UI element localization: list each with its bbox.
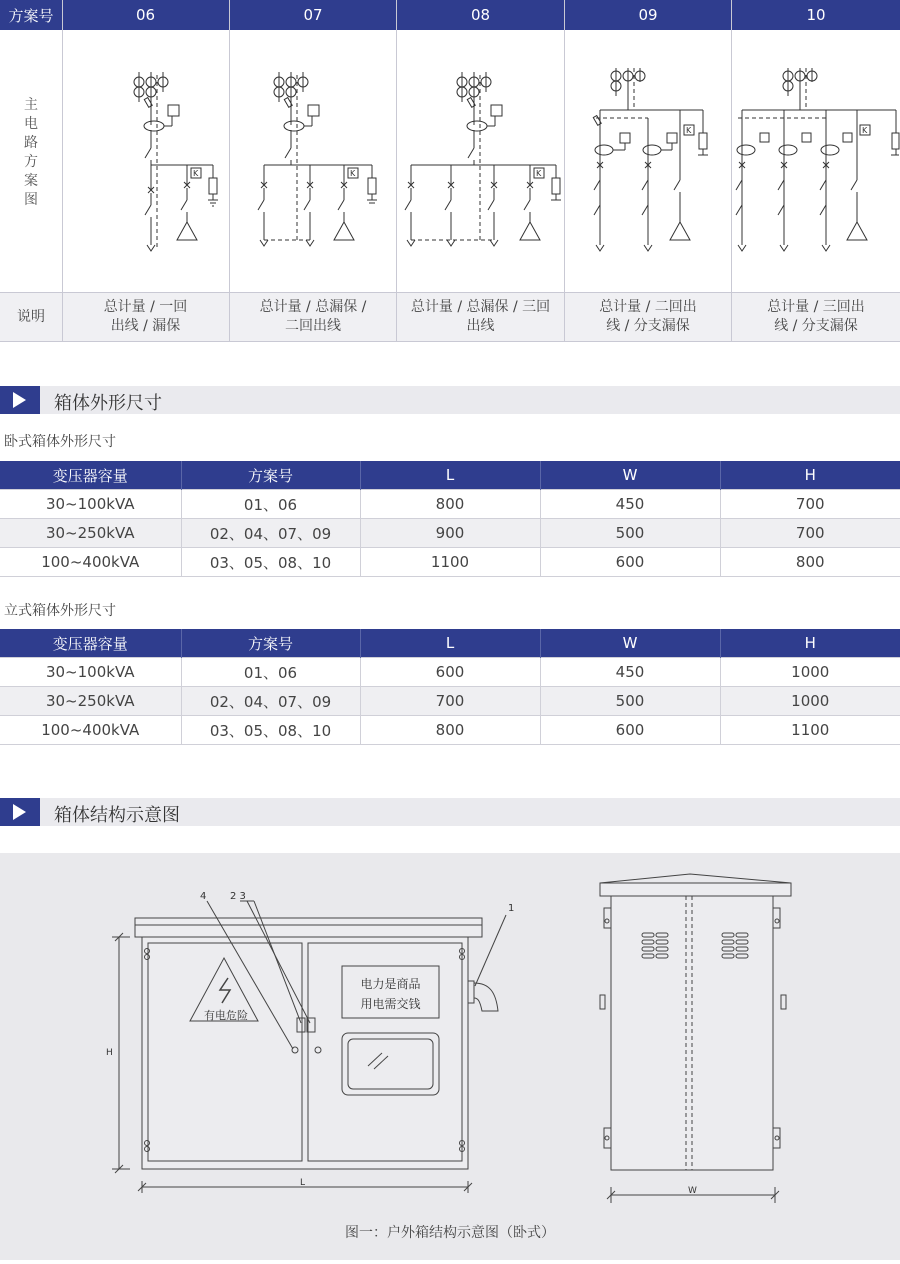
figure-caption: 图一：户外箱结构示意图（卧式） [345,1225,555,1241]
table-cell: 100~400kVA [0,548,181,577]
table-cell: 01、06 [181,490,360,519]
table-cell: 450 [540,658,720,687]
desc-06-line1: 总计量 / 一回 [103,299,188,315]
callout-1: 1 [508,903,515,914]
callout-2-3: 2 3 [230,891,246,902]
column-header: 变压器容量 [0,629,181,658]
triangle-icon [13,804,26,820]
section-header-structure [0,798,900,826]
scheme-header-08: 08 [397,0,564,30]
desc-10-line2: 线 / 分支漏保 [774,318,858,334]
scheme-header-label: 方案号 [0,0,62,30]
table-cell: 30~250kVA [0,687,181,716]
table-cell: 01、06 [181,658,360,687]
table-cell: 600 [360,658,540,687]
table-cell: 800 [360,490,540,519]
column-header: 方案号 [181,629,360,658]
dim-label-h: H [106,1048,113,1058]
table-cell: 800 [720,548,900,577]
desc-07-line1: 总计量 / 总漏保 / [259,299,367,315]
desc-10-line1: 总计量 / 三回出 [767,299,865,315]
row-label-text: 主电路方案图 [24,97,38,208]
table-cell: 800 [360,716,540,745]
table-cell: 500 [540,687,720,716]
column-header: H [720,461,900,490]
table-cell: 700 [360,687,540,716]
k-label: K [193,169,199,178]
horizontal-dimension-table [0,461,900,577]
dim-label-l: L [300,1178,306,1188]
column-header: H [720,629,900,658]
table-cell: 900 [360,519,540,548]
table-cell: 02、04、07、09 [181,687,360,716]
table-row [0,716,900,745]
column-header: L [360,629,540,658]
desc-label-text: 说明 [17,308,45,325]
dim-label-w: W [688,1186,697,1196]
desc-label [0,292,62,342]
table-cell: 30~250kVA [0,519,181,548]
table-cell: 1000 [720,658,900,687]
notice-plate [342,974,439,1014]
desc-08 [397,292,564,342]
column-header: 变压器容量 [0,461,181,490]
desc-06-line2: 出线 / 漏保 [110,318,181,334]
table-cell: 1000 [720,687,900,716]
section-marker [0,386,40,414]
scheme-header-06: 06 [62,0,229,30]
section-marker [0,798,40,826]
table-row [0,548,900,577]
table-cell: 700 [720,519,900,548]
section-header-dimensions [0,386,900,414]
desc-07 [230,292,396,342]
desc-07-line2: 二回出线 [284,318,341,334]
table-row [0,658,900,687]
scheme-header-07: 07 [230,0,396,30]
table-cell: 30~100kVA [0,658,181,687]
table-cell: 1100 [360,548,540,577]
table-cell: 500 [540,519,720,548]
cabinet-side-view [600,874,791,1203]
table-cell: 03、05、08、10 [181,548,360,577]
table-cell: 600 [540,716,720,745]
cabinet-drawing [0,853,900,1260]
structure-figure [0,853,900,1260]
triangle-icon [13,392,26,408]
table-cell: 1100 [720,716,900,745]
column-header: W [540,629,720,658]
k-label: K [350,169,356,178]
k-label: K [862,126,868,135]
callout-4: 4 [200,891,207,902]
horizontal-subtitle: 卧式箱体外形尺寸 [4,434,116,450]
circuit-k-labels [0,30,900,292]
table-row [0,490,900,519]
table-cell: 700 [720,490,900,519]
table-cell: 450 [540,490,720,519]
column-header: W [540,461,720,490]
vertical-dimension-table [0,629,900,745]
section-title: 箱体结构示意图 [54,805,180,826]
column-header: L [360,461,540,490]
column-header: 方案号 [181,461,360,490]
table-cell: 30~100kVA [0,490,181,519]
scheme-table [0,0,900,342]
table-cell: 600 [540,548,720,577]
table-cell: 03、05、08、10 [181,716,360,745]
desc-09-line2: 线 / 分支漏保 [606,318,690,334]
scheme-header-10: 10 [732,0,900,30]
k-label: K [686,126,692,135]
table-header-row [0,629,900,658]
desc-09 [565,292,731,342]
table-row [0,687,900,716]
cabinet-front-view [112,901,506,1193]
table-header-row [0,461,900,490]
table-cell: 02、04、07、09 [181,519,360,548]
desc-08-line2: 出线 [466,318,495,334]
table-row [0,519,900,548]
notice-line-1: 电力是商品 [360,977,421,991]
scheme-header-09: 09 [565,0,731,30]
divider [0,341,900,342]
danger-sign: 有电危险 [204,1009,248,1022]
notice-line-2: 用电需交钱 [360,997,421,1011]
vertical-subtitle: 立式箱体外形尺寸 [4,603,116,619]
section-title: 箱体外形尺寸 [54,393,162,414]
desc-08-line1: 总计量 / 总漏保 / 三回 [410,299,551,315]
desc-09-line1: 总计量 / 二回出 [599,299,697,315]
k-label: K [536,169,542,178]
desc-06 [62,292,229,342]
table-cell: 100~400kVA [0,716,181,745]
divider [0,292,900,293]
desc-10 [732,292,900,342]
